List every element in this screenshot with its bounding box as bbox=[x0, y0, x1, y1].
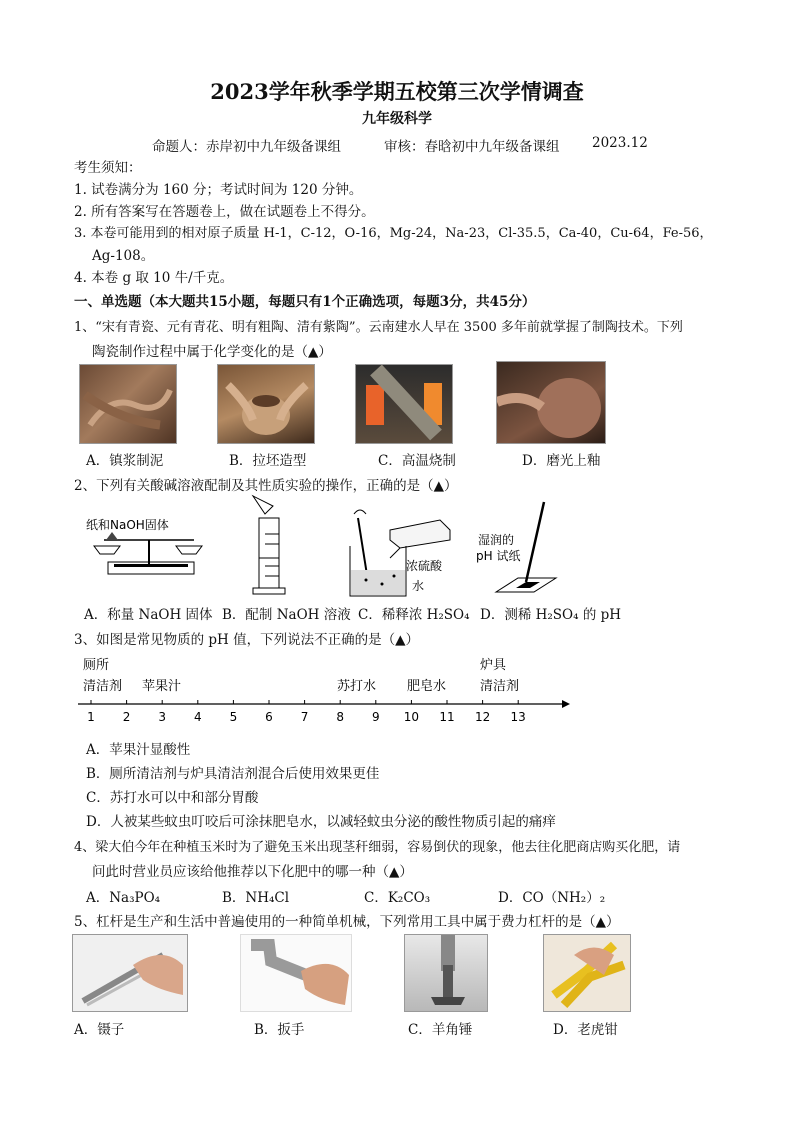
ph-tick-label: 5 bbox=[229, 710, 238, 724]
q1-option-b: B．拉坯造型 bbox=[229, 453, 307, 469]
q1-option-c: C．高温烧制 bbox=[378, 453, 456, 469]
pottery-wheel-image bbox=[217, 364, 315, 444]
q3-option-b: B．厕所清洁剂与炉具清洁剂混合后使用效果更佳 bbox=[86, 766, 380, 782]
fig-c-label-water: 水 bbox=[412, 579, 425, 593]
q4-option-d: D．CO（NH₂）₂ bbox=[498, 890, 606, 906]
notice-item: 4. 本卷 g 取 10 牛/千克。 bbox=[74, 270, 234, 286]
q5-option-a: A．镊子 bbox=[74, 1022, 125, 1038]
pliers-image bbox=[543, 934, 631, 1012]
fig-d-label-paper: pH 试纸 bbox=[476, 549, 521, 563]
ph-label-soap: 肥皂水 bbox=[407, 679, 447, 694]
tweezers-image bbox=[72, 934, 188, 1012]
q1-option-a: A．镇浆制泥 bbox=[86, 453, 164, 469]
question-1-text: 1、“宋有青瓷、元有青花、明有粗陶、清有紫陶”。云南建水人早在 3500 多年前就掌握了制陶技术。下列 bbox=[74, 320, 683, 335]
fig-c-label-acid: 浓硫酸 bbox=[406, 559, 443, 573]
q4-option-b: B．NH₄Cl bbox=[222, 890, 290, 906]
q2-option-c: C．稀释浓 H₂SO₄ bbox=[358, 607, 470, 623]
q1-option-d: D．磨光上釉 bbox=[522, 453, 601, 469]
ph-tick-label: 8 bbox=[336, 710, 345, 724]
ph-label-apple: 苹果汁 bbox=[142, 679, 182, 694]
q3-option-d: D．人被某些蚊虫叮咬后可涂抹肥皂水，以减轻蚊虫分泌的酸性物质引起的痛痒 bbox=[86, 814, 556, 830]
notice-item: Ag-108。 bbox=[92, 248, 155, 264]
q3-option-c: C．苏打水可以中和部分胃酸 bbox=[86, 790, 259, 806]
page-title: 2023学年秋季学期五校第三次学情调查 bbox=[210, 79, 584, 104]
notice-item: 3. 本卷可能用到的相对原子质量 H-1，C-12，O-16，Mg-24，Na-23，Cl-35.5，Ca-40，Cu-64，Fe-56， bbox=[74, 226, 713, 241]
q2-option-d: D．测稀 H₂SO₄ 的 pH bbox=[480, 607, 622, 623]
question-1-text: 陶瓷制作过程中属于化学变化的是（▲） bbox=[92, 344, 332, 360]
section-heading: 一、单选题（本大题共15小题，每题只有1个正确选项，每题3分，共45分） bbox=[74, 294, 536, 310]
notice-item: 1. 试卷满分为 160 分；考试时间为 120 分钟。 bbox=[74, 182, 363, 198]
ph-tick-label: 9 bbox=[371, 710, 380, 724]
ph-tick-label: 4 bbox=[193, 710, 202, 724]
glazing-image bbox=[496, 361, 606, 444]
question-2-text: 2、下列有关酸碱溶液配制及其性质实验的操作，正确的是（▲） bbox=[74, 478, 458, 494]
ph-tick-label: 10 bbox=[403, 710, 420, 724]
ph-label-stove-2: 清洁剂 bbox=[480, 679, 520, 694]
ph-tick-label: 6 bbox=[265, 710, 273, 724]
measuring-cylinder-figure bbox=[245, 494, 295, 600]
ph-label-soda: 苏打水 bbox=[337, 679, 377, 694]
author-line: 命题人：赤岸初中九年级备课组 bbox=[152, 139, 341, 155]
q5-option-d: D．老虎钳 bbox=[553, 1022, 618, 1038]
q4-option-a: A．Na₃PO₄ bbox=[86, 890, 161, 906]
fig-a-label: 纸和NaOH固体 bbox=[86, 518, 169, 532]
claw-hammer-image bbox=[404, 934, 488, 1012]
ph-label-stove-1: 炉具 bbox=[480, 658, 507, 673]
exam-date: 2023.12 bbox=[592, 135, 648, 151]
ph-tick-label: 12 bbox=[474, 710, 491, 724]
ph-test-figure bbox=[476, 498, 562, 598]
kiln-firing-image bbox=[355, 364, 453, 444]
q5-option-b: B．扳手 bbox=[254, 1022, 305, 1038]
ph-label-toilet-2: 清洁剂 bbox=[83, 679, 123, 694]
page-subtitle: 九年级科学 bbox=[362, 111, 432, 127]
ph-tick-label: 11 bbox=[439, 710, 455, 724]
question-3-text: 3、如图是常见物质的 pH 值，下列说法不正确的是（▲） bbox=[74, 632, 419, 648]
ph-tick-label: 13 bbox=[510, 710, 526, 724]
q5-option-c: C．羊角锤 bbox=[408, 1022, 473, 1038]
reviewer-line: 审核：春晗初中九年级备课组 bbox=[384, 139, 560, 155]
q3-option-a: A．苹果汁显酸性 bbox=[86, 742, 191, 758]
ph-tick-label: 1 bbox=[87, 710, 95, 724]
notice-item: 2. 所有答案写在答题卷上，做在试题卷上不得分。 bbox=[74, 204, 375, 220]
balance-scale-figure bbox=[84, 496, 214, 580]
question-5-text: 5、杠杆是生产和生活中普遍使用的一种简单机械，下列常用工具中属于费力杠杆的是（▲） bbox=[74, 914, 620, 930]
ph-tick-label: 2 bbox=[122, 710, 131, 724]
q2-option-a: A．称量 NaOH 固体 bbox=[84, 607, 213, 623]
ph-tick-label: 7 bbox=[300, 710, 309, 724]
fig-d-label-moist: 湿润的 bbox=[478, 533, 515, 547]
notice-heading: 考生须知： bbox=[74, 160, 142, 176]
clay-mixing-image bbox=[79, 364, 177, 444]
ph-tick-label: 3 bbox=[158, 710, 167, 724]
question-4-text: 4、梁大伯今年在种植玉米时为了避免玉米出现茎秆细弱，容易倒伏的现象，他去往化肥商店购买化肥，请 bbox=[74, 840, 681, 855]
q2-option-b: B．配制 NaOH 溶液 bbox=[222, 607, 351, 623]
ph-label-toilet-1: 厕所 bbox=[83, 658, 110, 673]
ph-scale-figure bbox=[74, 652, 574, 728]
q4-option-c: C．K₂CO₃ bbox=[364, 890, 431, 906]
wrench-image bbox=[240, 934, 352, 1012]
dilution-figure bbox=[346, 496, 458, 600]
question-4-text: 问此时营业员应该给他推荐以下化肥中的哪一种（▲） bbox=[92, 864, 413, 880]
